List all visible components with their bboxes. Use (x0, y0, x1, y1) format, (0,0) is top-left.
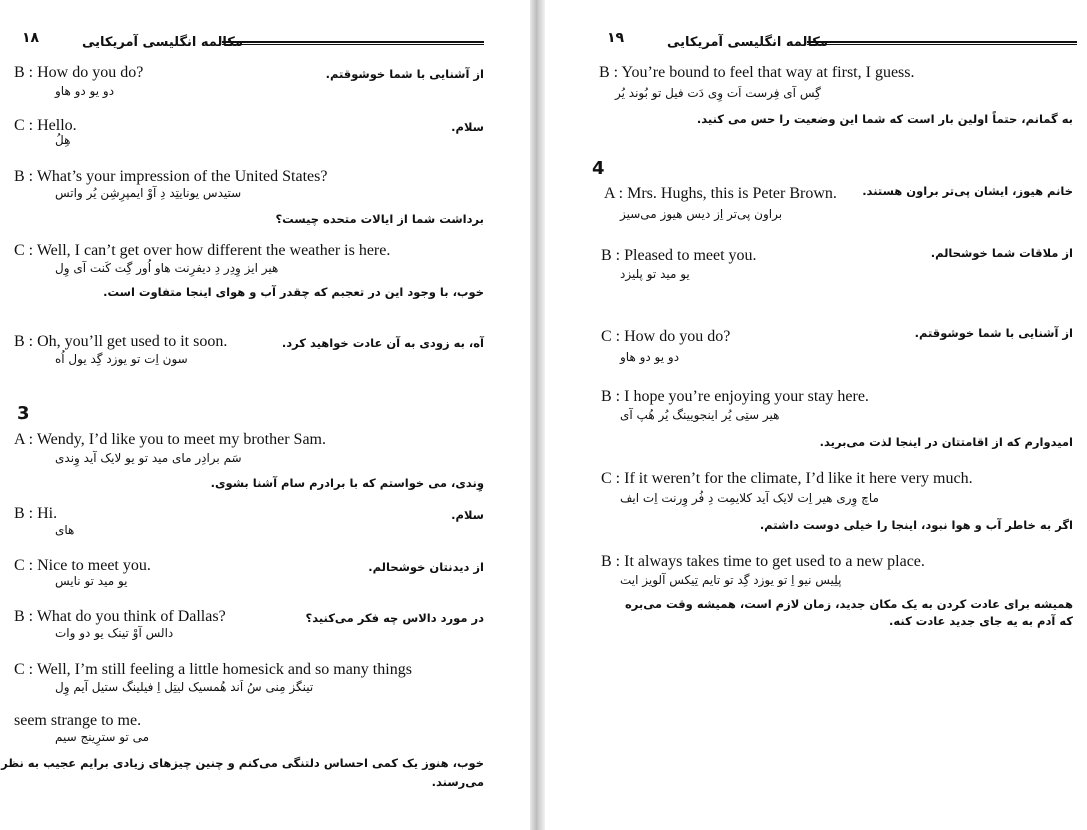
left-page (0, 0, 530, 830)
persian-translation-line: خانم هیوز، ایشان پی‌تر براون هستند. (862, 184, 1073, 198)
transliteration-line: های (55, 523, 75, 537)
english-dialogue-line: B : How do you do? (14, 64, 144, 81)
running-title: مکالمه انگلیسی آمریکایی (82, 35, 243, 50)
transliteration-line: می تو سترِینج سیم (55, 730, 150, 744)
persian-translation-line: از ملاقات شما خوشحالم. (930, 246, 1073, 260)
persian-translation-line: سلام. (451, 120, 484, 134)
transliteration-line: دو یو دو هاو (55, 84, 115, 98)
transliteration-line: هیر ایز وِدِر دِ دیفرِنت هاو اُور گِت کَنت آی وِل (55, 261, 279, 275)
transliteration-line: دالس آوْ تینک یو دو وات (55, 626, 174, 640)
english-dialogue-line: C : If it weren’t for the climate, I’d like it here very much. (601, 470, 973, 487)
running-title: مکالمه انگلیسی آمریکایی (667, 35, 828, 50)
transliteration-line: تینگز مِنی سُ اَند هُمسیک لیتِل اِ فیلینگ ستیل آیم وِل (55, 680, 314, 694)
persian-translation-line: که آدم به یه جای جدید عادت کنه. (889, 614, 1073, 628)
transliteration-line: یو مید تو پلیزد (620, 267, 690, 281)
persian-translation-line: وِندی، می خواستم که با برادرم سام آشنا بشوی. (210, 476, 484, 490)
persian-translation-line: امیدوارم که از اقامتتان در اینجا لذت می‌برید. (819, 435, 1073, 449)
english-dialogue-line: C : Well, I’m still feeling a little homesick and so many things (14, 661, 412, 678)
page-number: ۱۹ (607, 30, 625, 46)
english-dialogue-line: B : Oh, you’ll get used to it soon. (14, 333, 228, 350)
persian-translation-line: خوب، با وجود این در تعجبم که چقدر آب و هوای اینجا متفاوت است. (103, 285, 484, 299)
transliteration-line: سون اِت تو یوزد گِد یول اُه (55, 352, 188, 366)
section-number: 4 (592, 158, 605, 179)
english-dialogue-line: C : How do you do? (601, 328, 731, 345)
persian-translation-line: آه، به زودی به آن عادت خواهید کرد. (281, 336, 484, 350)
english-dialogue-line: B : It always takes time to get used to a new place. (601, 553, 925, 570)
english-dialogue-line: B : Hi. (14, 505, 58, 522)
transliteration-line: گِس آی فِرست اَت وِی دَت فیل تو بُوند یُر (615, 86, 821, 100)
english-dialogue-line: seem strange to me. (14, 712, 142, 729)
english-dialogue-line: A : Mrs. Hughs, this is Peter Brown. (604, 185, 837, 202)
section-number: 3 (17, 403, 30, 424)
english-dialogue-line: B : What do you think of Dallas? (14, 608, 226, 625)
persian-translation-line: به گمانم، حتماً اولین بار است که شما این وضعیت را حس می کنید. (696, 112, 1073, 126)
book-gutter (530, 0, 545, 830)
persian-translation-line: برداشت شما از ایالات متحده چیست؟ (275, 212, 484, 226)
english-dialogue-line: C : Hello. (14, 117, 77, 134)
persian-translation-line: همیشه برای عادت کردن به یک مکان جدید، زمان لازم است، همیشه وقت می‌بره (624, 597, 1073, 611)
persian-translation-line: از آشنایی با شما خوشوقتم. (325, 67, 484, 81)
transliteration-line: پلِیس نیو اِ تو یوزد گِد تو تایم تِیکس آلویز ایت (620, 573, 842, 587)
persian-translation-line: اگر به خاطر آب و هوا نبود، اینجا را خیلی دوست داشتم. (759, 518, 1073, 532)
header-rule (222, 41, 484, 45)
persian-translation-line: می‌رسند. (431, 775, 484, 789)
transliteration-line: یو مید تو نایس (55, 574, 128, 588)
transliteration-line: ستیدس یونایتِد دِ آوْ ایمپرِشِن یُر واتس (55, 186, 242, 200)
transliteration-line: براون پی‌تر اِز دیس هیوز می‌سیز (620, 207, 783, 221)
page-number: ۱۸ (22, 30, 40, 46)
persian-translation-line: در مورد دالاس چه فکر می‌کنید؟ (305, 611, 484, 625)
english-dialogue-line: C : Nice to meet you. (14, 557, 151, 574)
header-rule (807, 41, 1077, 45)
english-dialogue-line: B : Pleased to meet you. (601, 247, 757, 264)
right-page (545, 0, 1087, 830)
english-dialogue-line: A : Wendy, I’d like you to meet my brother Sam. (14, 431, 326, 448)
transliteration-line: هِلُ (55, 133, 71, 147)
transliteration-line: هیر ستِی یُر اینجویینگ یُر هُپ آی (620, 408, 780, 422)
english-dialogue-line: B : You’re bound to feel that way at first, I guess. (599, 64, 915, 81)
english-dialogue-line: B : What’s your impression of the United States? (14, 168, 328, 185)
transliteration-line: ماچ وِری هیر اِت لایک آید کلایمِت دِ فُر وِرنت اِت ایف (620, 491, 879, 505)
english-dialogue-line: C : Well, I can’t get over how different the weather is here. (14, 242, 391, 259)
persian-translation-line: سلام. (451, 508, 484, 522)
persian-translation-line: خوب، هنوز یک کمی احساس دلتنگی می‌کنم و چنین چیزهای زیادی برایم عجیب به نظر (1, 756, 484, 770)
persian-translation-line: از دیدنتان خوشحالم. (368, 560, 484, 574)
transliteration-line: سَم برادِر مای مید تو یو لایک آید وِندی (55, 451, 242, 465)
persian-translation-line: از آشنایی با شما خوشوقتم. (914, 326, 1073, 340)
transliteration-line: دو یو دو هاو (620, 350, 680, 364)
english-dialogue-line: B : I hope you’re enjoying your stay here. (601, 388, 869, 405)
